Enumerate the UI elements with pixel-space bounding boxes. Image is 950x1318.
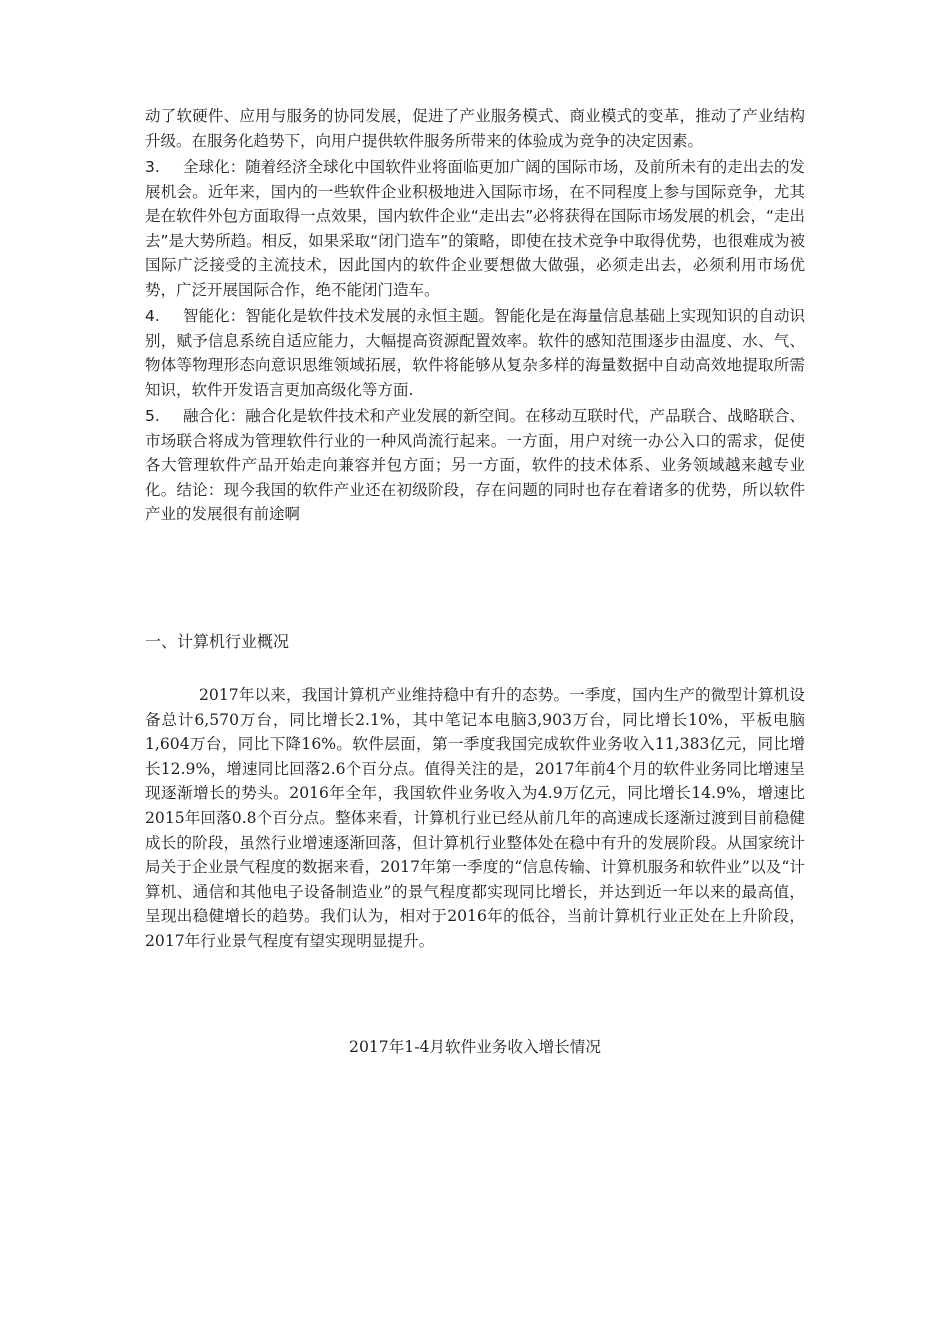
list-text: 全球化：随着经济全球化中国软件业将面临更加广阔的国际市场，及前所未有的走出去的发展机会。近年来，国内的一些软件企业积极地进入国际市场，在不同程度上参与国际竞争，尤其是在软件外包方面取得一点效果，国内软件企业“走出去”必将获得在国际市场发展的机会，“走出去”是大势所趋。相反，如果采取“闭门造车”的策略，即使在技术竞争中取得优势，也很难成为被国际广泛接受的主流技术，因此国内的软件企业要想做大做强，必须走出去，必须利用市场优势，广泛开展国际合作，绝不能闭门造车。 bbox=[145, 158, 805, 299]
section-heading: 一、计算机行业概况 bbox=[145, 632, 290, 651]
list-text: 融合化：融合化是软件技术和产业发展的新空间。在移动互联时代，产品联合、战略联合、市场联合将成为管理软件行业的一种风尚流行起来。一方面，用户对统一办公入口的需求，促使各大管理软件产品开始走向兼容并包方面；另一方面，软件的技术体系、业务领域越来越专业化。结论：现今我国的软件产业还在初级阶段，存在问题的同时也存在着诸多的优势，所以软件产业的发展很有前途啊 bbox=[145, 407, 805, 523]
list-item-globalization bbox=[145, 155, 805, 302]
list-item-integration bbox=[145, 404, 805, 527]
list-number: 4. bbox=[145, 307, 160, 325]
list-number: 5. bbox=[145, 407, 160, 425]
list-text: 智能化：智能化是软件技术发展的永恒主题。智能化是在海量信息基础上实现知识的自动识别，赋予信息系统自适应能力，大幅提高资源配置效率。软件的感知范围逐步由温度、水、气、物体等物理形态向意识思维领域拓展，软件将能够从复杂多样的海量数据中自动高效地提取所需知识，软件开发语言更加高级化等方面. bbox=[145, 307, 805, 399]
document-page bbox=[145, 104, 805, 527]
list-item-intelligence bbox=[145, 304, 805, 402]
figure-caption: 2017年1-4月软件业务收入增长情况 bbox=[349, 1038, 601, 1056]
industry-overview-paragraph: 2017年以来，我国计算机产业维持稳中有升的态势。一季度，国内生产的微型计算机设备总计6,570万台，同比增长2.1%，其中笔记本电脑3,903万台，同比增长10%，平板电脑1,604万台，同比下降16%。软件层面，第一季度我国完成软件业务收入11,383亿元，同比增长12.9%，增速同比回落2.6个百分点。值得关注的是，2017年前4个月的软件业务同比增速呈现逐渐增长的势头。2016年全年，我国软件业务收入为4.9万亿元，同比增长14.9%，增速比2015年回落0.8个百分点。整体来看，计算机行业已经从前几年的高速成长逐渐过渡到目前稳健成长的阶段，虽然行业增速逐渐回落，但计算机行业整体处在稳中有升的发展阶段。从国家统计局关于企业景气程度的数据来看，2017年第一季度的“信息传输、计算机服务和软件业”以及“计算机、通信和其他电子设备制造业”的景气程度都实现同比增长，并达到近一年以来的最高值，呈现出稳健增长的趋势。我们认为，相对于2016年的低谷，当前计算机行业正处在上升阶段，2017年行业景气程度有望实现明显提升。 bbox=[145, 686, 805, 950]
continuation-paragraph: 动了软硬件、应用与服务的协同发展，促进了产业服务模式、商业模式的变革，推动了产业结构升级。在服务化趋势下，向用户提供软件服务所带来的体验成为竞争的决定因素。 bbox=[145, 107, 805, 150]
list-number: 3. bbox=[145, 158, 160, 176]
